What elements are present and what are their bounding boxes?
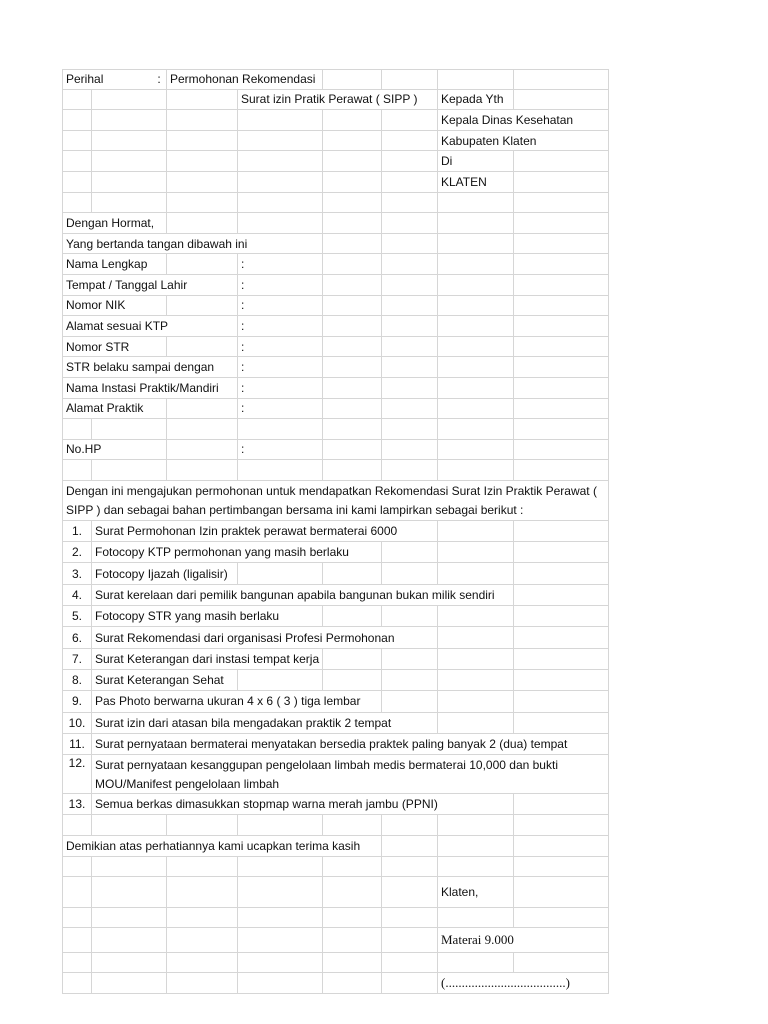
grid-line — [381, 460, 382, 480]
attachment-text: Surat pernyataan kesanggupan pengelolaan limbah medis bermaterai 10,000 dan bukti MOU/Manifest pengelolaan limbah — [95, 758, 558, 792]
grid-line — [513, 419, 514, 439]
grid-line — [322, 316, 323, 336]
attachment-number: 3. — [71, 566, 82, 581]
grid-line — [237, 857, 238, 877]
grid-line — [91, 953, 92, 973]
grid-line — [166, 110, 167, 130]
grid-line — [513, 254, 514, 274]
grid-line — [322, 213, 323, 233]
blank-row — [62, 460, 608, 481]
attachment-item — [62, 670, 608, 691]
recipient-row-5 — [62, 172, 608, 193]
form-field-row — [62, 399, 608, 420]
grid-line — [381, 69, 382, 89]
perihal-row — [62, 69, 608, 90]
grid-line — [381, 419, 382, 439]
attachment-item — [62, 713, 608, 734]
grid-line — [237, 815, 238, 835]
blank-row — [62, 193, 608, 214]
perihal-line-2: Surat izin Pratik Perawat ( SIPP ) — [241, 92, 418, 107]
field-label: STR belaku sampai dengan — [66, 360, 215, 375]
grid-line — [91, 460, 92, 480]
grid-line — [322, 110, 323, 130]
grid-line — [381, 928, 382, 952]
grid-line — [381, 973, 382, 993]
grid-line — [513, 337, 514, 357]
recipient-row-1 — [62, 90, 608, 111]
grid-line — [322, 460, 323, 480]
field-colon: : — [241, 360, 245, 375]
grid-line — [513, 357, 514, 377]
field-colon: : — [241, 318, 245, 333]
grid-line — [237, 877, 238, 906]
grid-line — [513, 953, 514, 973]
attachment-item — [62, 755, 608, 794]
grid-line — [513, 234, 514, 254]
grid-line — [237, 953, 238, 973]
field-label: Alamat Praktik — [66, 401, 144, 416]
grid-line — [513, 440, 514, 460]
attachment-number: 6. — [71, 630, 82, 645]
intro-row — [62, 234, 608, 255]
grid-line — [322, 296, 323, 316]
grid-line — [166, 815, 167, 835]
grid-line — [437, 337, 438, 357]
grid-line — [381, 296, 382, 316]
salutation: Dengan Hormat, — [66, 215, 155, 230]
form-field-row — [62, 316, 608, 337]
grid-line — [437, 213, 438, 233]
grid-line — [437, 815, 438, 835]
grid-line — [322, 193, 323, 213]
form-field-row — [62, 275, 608, 296]
attachment-text: Semua berkas dimasukkan stopmap warna merah jambu (PPNI) — [95, 797, 438, 812]
grid-line — [322, 908, 323, 928]
field-label: Alamat sesuai KTP — [66, 318, 169, 333]
attachment-text: Surat pernyataan bermaterai menyatakan bersedia praktek paling banyak 2 (dua) tempat — [95, 736, 568, 751]
grid-line — [322, 973, 323, 993]
grid-line — [513, 857, 514, 877]
grid-line — [437, 234, 438, 254]
attachment-item — [62, 649, 608, 670]
grid-line — [91, 131, 92, 151]
form-field-row — [62, 254, 608, 275]
recipient-line-1: Kepada Yth — [441, 92, 504, 107]
grid-line — [381, 131, 382, 151]
grid-line — [322, 928, 323, 952]
attachment-number: 5. — [71, 609, 82, 624]
attachment-number: 1. — [71, 524, 82, 539]
intro-line: Yang bertanda tangan dibawah ini — [66, 236, 248, 251]
grid-line — [91, 419, 92, 439]
field-colon: : — [241, 277, 245, 292]
grid-line — [91, 908, 92, 928]
grid-line — [322, 337, 323, 357]
grid-line — [322, 877, 323, 906]
attachment-item — [62, 521, 608, 542]
grid-line — [166, 953, 167, 973]
grid-line — [381, 275, 382, 295]
recipient-row-4 — [62, 151, 608, 172]
attachment-number: 12. — [68, 756, 86, 771]
blank-row — [62, 419, 608, 440]
attachment-number: 10. — [68, 715, 86, 730]
grid-line — [381, 151, 382, 171]
recipient-line-3: Kabupaten Klaten — [441, 133, 537, 148]
attachment-item — [62, 794, 608, 815]
grid-line — [237, 131, 238, 151]
grid-line — [322, 378, 323, 398]
grid-line — [166, 172, 167, 192]
perihal-colon: : — [157, 71, 161, 86]
attachment-text: Surat izin dari atasan bila mengadakan praktik 2 tempat — [95, 715, 392, 730]
grid-line — [237, 419, 238, 439]
grid-line — [237, 193, 238, 213]
grid-line — [437, 399, 438, 419]
closing-row — [62, 836, 608, 857]
grid-line — [513, 836, 514, 856]
grid-line — [322, 953, 323, 973]
grid-line — [237, 928, 238, 952]
field-colon: : — [241, 339, 245, 354]
grid-line — [437, 254, 438, 274]
grid-line — [166, 440, 167, 460]
attachment-text: Pas Photo berwarna ukuran 4 x 6 ( 3 ) tiga lembar — [95, 694, 361, 709]
grid-line — [91, 857, 92, 877]
grid-line — [237, 151, 238, 171]
materai-row — [62, 928, 608, 953]
grid-line — [381, 378, 382, 398]
grid-line — [91, 90, 92, 110]
request-row — [62, 481, 608, 521]
attachment-text: Fotocopy KTP permohonan yang masih berlaku — [95, 545, 349, 560]
field-label: Nomor NIK — [66, 298, 126, 313]
grid-line — [381, 337, 382, 357]
grid-line — [437, 857, 438, 877]
blank-row — [62, 908, 608, 929]
attachment-item — [62, 691, 608, 712]
attachment-number: 11. — [69, 736, 85, 751]
grid-line — [437, 419, 438, 439]
grid-line — [91, 110, 92, 130]
grid-line — [237, 172, 238, 192]
grid-line — [381, 399, 382, 419]
grid-line — [237, 460, 238, 480]
recipient-row-2 — [62, 110, 608, 131]
grid-line — [322, 357, 323, 377]
attachment-item — [62, 734, 608, 755]
grid-line — [437, 275, 438, 295]
grid-line — [381, 234, 382, 254]
grid-line — [322, 440, 323, 460]
form-field-row — [62, 357, 608, 378]
attachment-text: Surat Rekomendasi dari organisasi Profesi Permohonan — [95, 630, 395, 645]
attachment-number: 7. — [71, 651, 82, 666]
phone-label: No.HP — [66, 442, 102, 457]
field-label: Nama Lengkap — [66, 257, 148, 272]
attachment-text: Surat kerelaan dari pemilik bangunan apabila bangunan bukan milik sendiri — [95, 587, 495, 602]
grid-line — [381, 172, 382, 192]
phone-row — [62, 440, 608, 461]
attachment-number: 13. — [68, 797, 86, 812]
form-field-row — [62, 337, 608, 358]
grid-line — [322, 275, 323, 295]
grid-line — [513, 378, 514, 398]
field-label: Nama Instasi Praktik/Mandiri — [66, 380, 219, 395]
grid-line — [437, 296, 438, 316]
field-label: Nomor STR — [66, 339, 130, 354]
grid-line — [91, 928, 92, 952]
grid-line — [381, 316, 382, 336]
grid-line — [381, 213, 382, 233]
attachment-text: Fotocopy Ijazah (ligalisir) — [95, 566, 228, 581]
phone-colon: : — [241, 442, 245, 457]
grid-line — [322, 131, 323, 151]
grid-line — [513, 193, 514, 213]
signature-row — [62, 973, 608, 994]
grid-line — [381, 440, 382, 460]
grid-line — [166, 193, 167, 213]
grid-line — [91, 973, 92, 993]
grid-line — [91, 172, 92, 192]
grid-line — [381, 953, 382, 973]
recipient-line-4: Di — [441, 154, 453, 169]
grid-line — [91, 151, 92, 171]
attachment-number: 2. — [71, 545, 82, 560]
attachment-text: Fotocopy STR yang masih berlaku — [95, 609, 280, 624]
grid-line — [437, 836, 438, 856]
grid-line — [381, 110, 382, 130]
salutation-row — [62, 213, 608, 234]
grid-line — [322, 815, 323, 835]
grid-line — [166, 460, 167, 480]
field-label: Tempat / Tanggal Lahir — [66, 277, 188, 292]
grid-line — [437, 69, 438, 89]
recipient-line-2: Kepala Dinas Kesehatan — [441, 112, 574, 127]
field-colon: : — [241, 257, 245, 272]
grid-line — [513, 908, 514, 928]
grid-line — [513, 815, 514, 835]
grid-line — [513, 275, 514, 295]
attachment-text: Surat Keterangan dari instasi tempat kerja — [95, 651, 320, 666]
grid-line — [322, 151, 323, 171]
grid-line — [322, 857, 323, 877]
grid-line — [166, 973, 167, 993]
grid-line — [381, 815, 382, 835]
signature-line: (.....................................) — [441, 975, 570, 991]
grid-line — [437, 193, 438, 213]
attachment-number: 4. — [71, 587, 82, 602]
attachment-item — [62, 585, 608, 606]
grid-line — [237, 973, 238, 993]
attachment-item — [62, 606, 608, 627]
attachment-text: Surat Permohonan Izin praktek perawat bermaterai 6000 — [95, 524, 398, 539]
grid-line — [166, 151, 167, 171]
closing-line: Demikian atas perhatiannya kami ucapkan terima kasih — [66, 838, 361, 853]
grid-line — [513, 213, 514, 233]
attachment-item — [62, 542, 608, 563]
grid-line — [91, 193, 92, 213]
grid-line — [381, 357, 382, 377]
recipient-row-3 — [62, 131, 608, 152]
attachment-number: 9. — [71, 694, 82, 709]
place-row — [62, 877, 608, 907]
grid-line — [513, 460, 514, 480]
place-date: Klaten, — [441, 884, 479, 899]
grid-line — [166, 857, 167, 877]
perihal-label: Perihal — [66, 71, 104, 86]
grid-line — [322, 172, 323, 192]
attachment-text: Surat Keterangan Sehat — [95, 673, 224, 688]
grid-line — [381, 908, 382, 928]
perihal-line-1: Permohonan Rekomendasi — [170, 71, 316, 86]
grid-line — [513, 296, 514, 316]
blank-row — [62, 815, 608, 836]
grid-line — [381, 193, 382, 213]
grid-line — [437, 953, 438, 973]
attachment-item — [62, 563, 608, 584]
recipient-line-5: KLATEN — [441, 174, 487, 189]
grid-line — [166, 131, 167, 151]
grid-line — [513, 316, 514, 336]
grid-line — [437, 440, 438, 460]
grid-line — [322, 399, 323, 419]
grid-line — [91, 815, 92, 835]
request-letter-sheet — [62, 69, 608, 994]
grid-line — [513, 69, 514, 89]
grid-line — [166, 90, 167, 110]
grid-line — [437, 316, 438, 336]
grid-line — [166, 928, 167, 952]
materai-label: Materai 9.000 — [441, 931, 514, 947]
grid-line — [237, 908, 238, 928]
request-paragraph: Dengan ini mengajukan permohonan untuk mendapatkan Rekomendasi Surat Izin Praktik Perawat ( SIPP ) dan sebagai bahan pertimbangan bersama ini kami lampirkan sebagai berikut : — [66, 483, 597, 517]
attachment-item — [62, 627, 608, 648]
grid-line — [513, 399, 514, 419]
form-field-row — [62, 296, 608, 317]
grid-line — [237, 110, 238, 130]
grid-line — [166, 908, 167, 928]
field-colon: : — [241, 298, 245, 313]
blank-row — [62, 857, 608, 878]
grid-line — [381, 877, 382, 906]
form-field-row — [62, 378, 608, 399]
grid-line — [381, 254, 382, 274]
grid-line — [437, 378, 438, 398]
grid-line — [322, 254, 323, 274]
attachment-number: 8. — [71, 673, 82, 688]
field-colon: : — [241, 401, 245, 416]
blank-row — [62, 953, 608, 974]
field-colon: : — [241, 380, 245, 395]
grid-line — [166, 419, 167, 439]
grid-line — [166, 877, 167, 906]
grid-line — [322, 419, 323, 439]
grid-line — [437, 460, 438, 480]
grid-line — [381, 857, 382, 877]
grid-line — [91, 877, 92, 906]
grid-line — [437, 908, 438, 928]
grid-line — [437, 357, 438, 377]
